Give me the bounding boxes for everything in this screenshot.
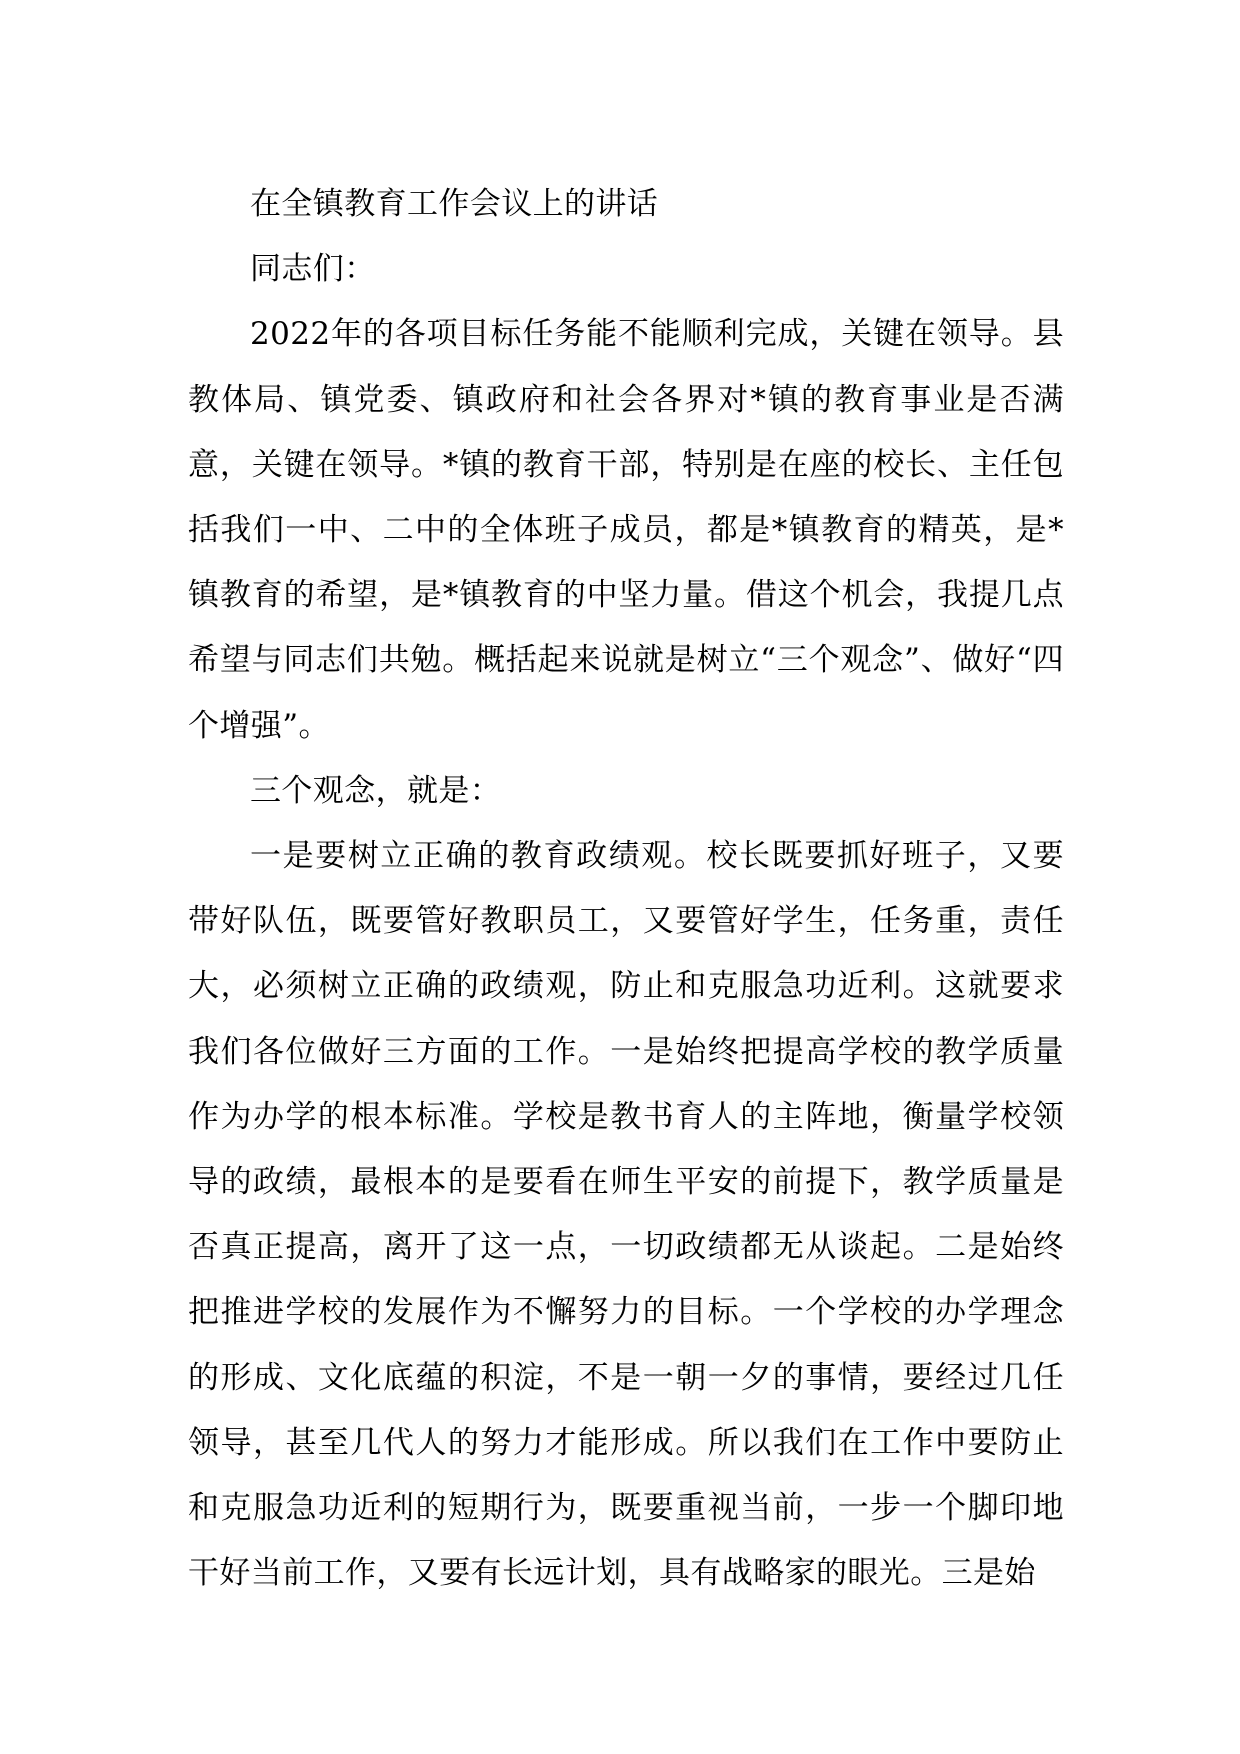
paragraph-concept-one: 一是要树立正确的教育政绩观。校长既要抓好班子，又要带好队伍，既要管好教职员工，又要管好学生，任务重，责任大，必须树立正确的政绩观，防止和克服急功近利。这就要求我们各位做好三方面的工作。一是始终把提高学校的教学质量作为办学的根本标准。学校是教书育人的主阵地，衡量学校领导的政绩，最根本的是要看在师生平安的前提下，教学质量是否真正提高，离开了这一点，一切政绩都无从谈起。二是始终把推进学校的发展作为不懈努力的目标。一个学校的办学理念的形成、文化底蕴的积淀，不是一朝一夕的事情，要经过几任领导，甚至几代人的努力才能形成。所以我们在工作中要防止和克服急功近利的短期行为，既要重视当前，一步一个脚印地干好当前工作，又要有长远计划，具有战略家的眼光。三是始: [188, 838, 1064, 1592]
document-body: [188, 172, 1064, 1606]
document-title: 在全镇教育工作会议上的讲话: [250, 186, 659, 222]
salutation: 同志们：: [250, 251, 376, 288]
paragraph-intro: 2022年的各项目标任务能不能顺利完成，关键在领导。县教体局、镇党委、镇政府和社会各界对*镇的教育事业是否满意，关键在领导。*镇的教育干部，特别是在座的校长、主任包括我们一中、二中的全体班子成员，都是*镇教育的精英，是*镇教育的希望，是*镇教育的中坚力量。借这个机会，我提几点希望与同志们共勉。概括起来说就是树立“三个观念”、做好“四个增强”。: [188, 316, 1064, 744]
paragraph-three-concepts: 三个观念，就是：: [250, 772, 502, 809]
